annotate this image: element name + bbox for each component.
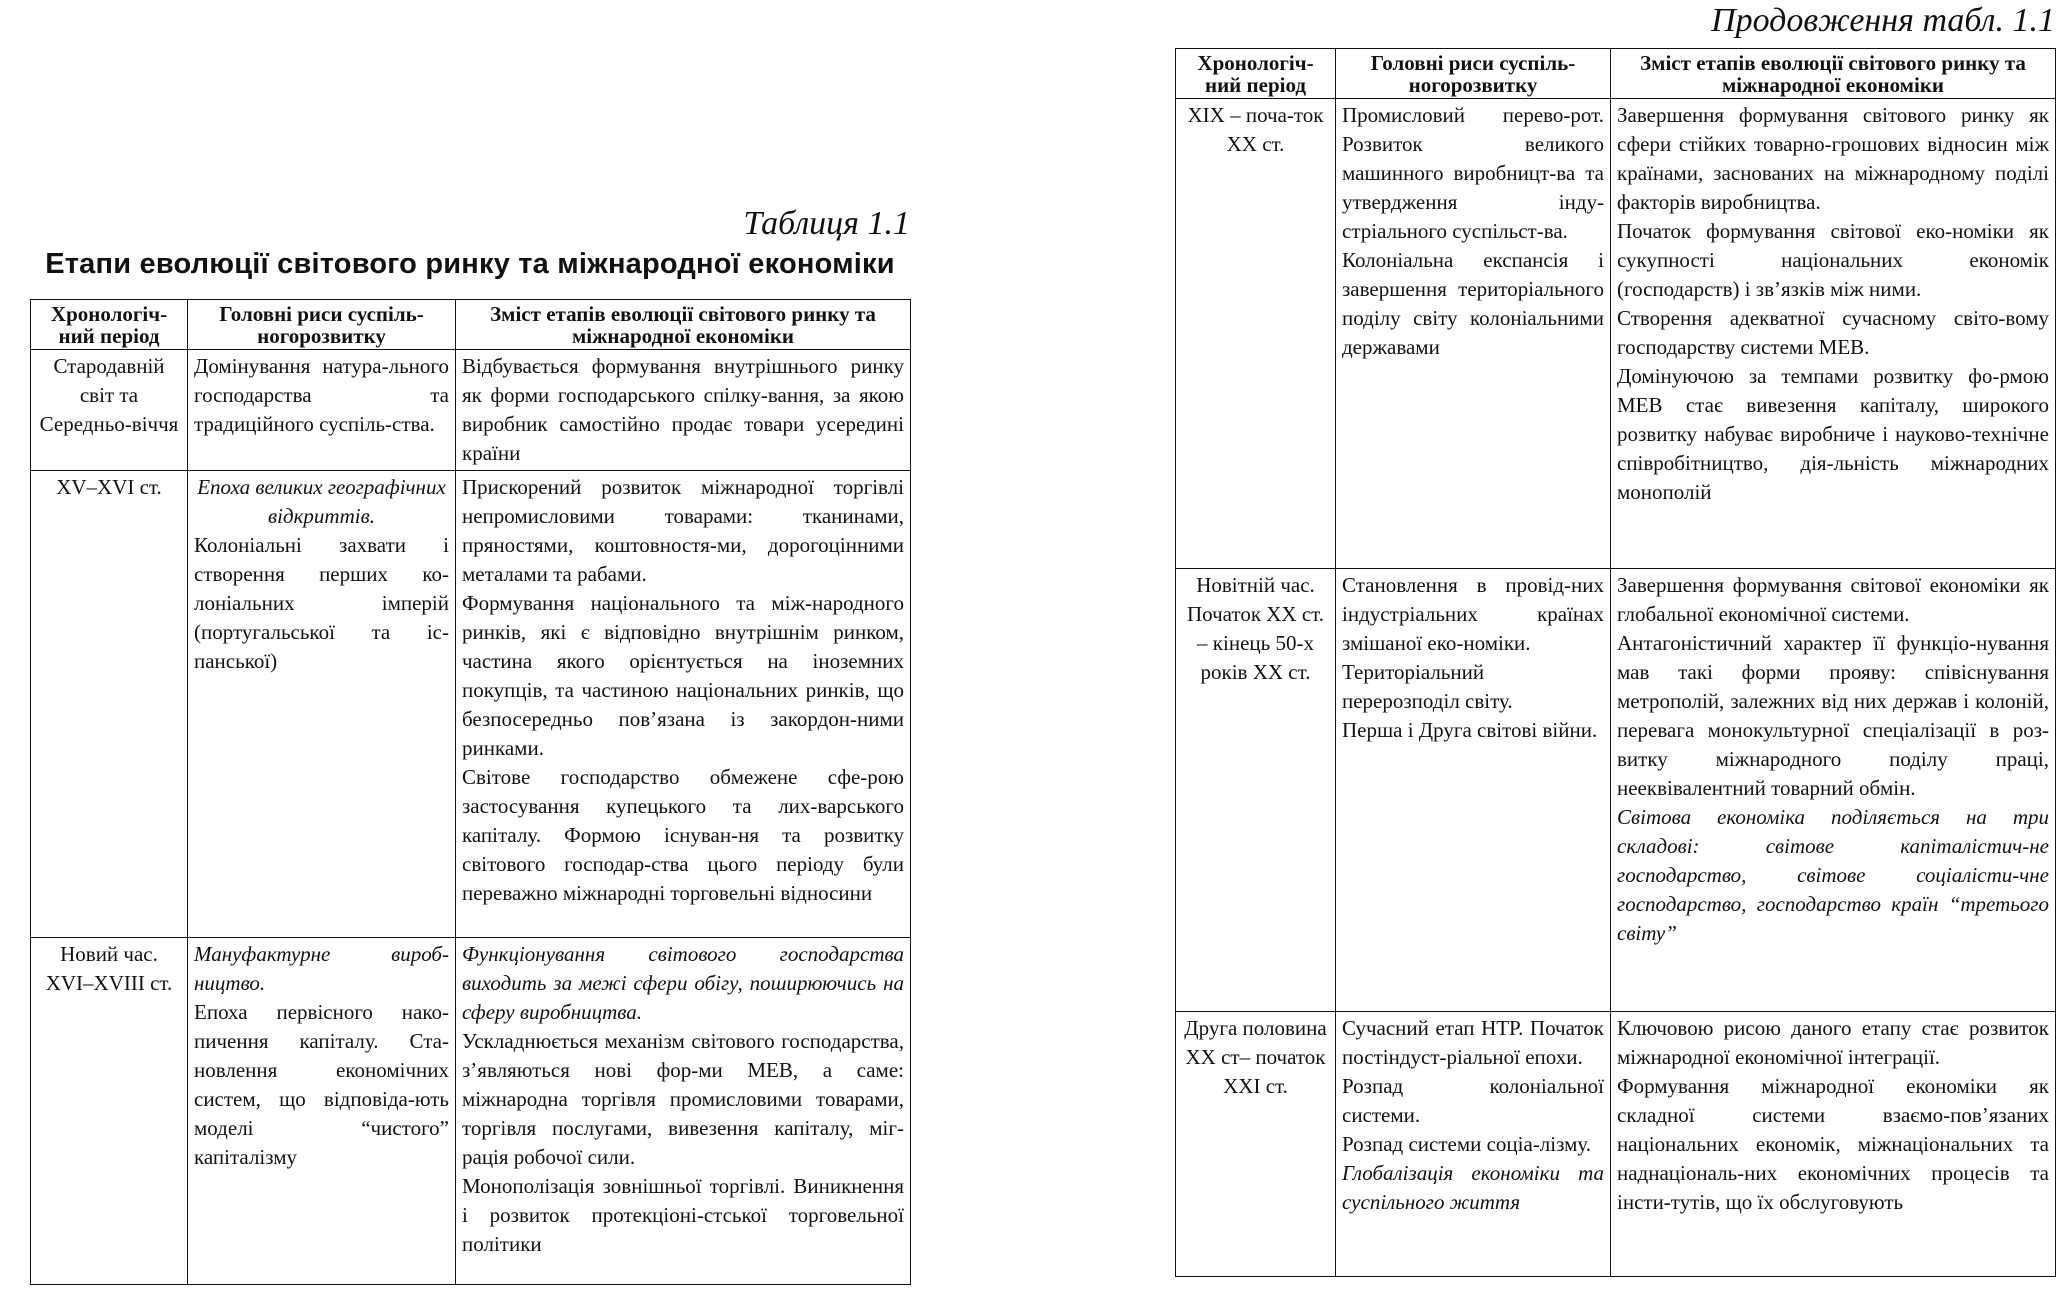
content-cell	[1611, 99, 2056, 569]
content-paragraph: Ключовою рисою даного етапу стає розвиток міжнародної економічної інтеграції.	[1617, 1016, 2049, 1070]
period-cell: Новітній час. Початок XX ст. – кінець 50-х років XX ст.	[1176, 569, 1336, 1012]
features-cell	[1336, 1012, 1611, 1277]
content-paragraph: Світова економіка поділяється на три складові: світове капіталістич-не господарство, світове соціалісти-чне господарство, господарство країн “третього світу”	[1617, 805, 2049, 946]
evolution-table	[30, 299, 911, 1285]
features-paragraph: Епоха первісного нако-пичення капіталу. Ста-новлення економічних систем, що відповіда-ють моделі “чистого” капіталізму	[194, 1000, 449, 1170]
table-row	[31, 471, 911, 938]
content-paragraph: Завершення формування світової економіки як глобальної економічної системи.	[1617, 573, 2049, 627]
content-paragraph: Світове господарство обмежене сфе-рою застосування купецького та лих-варського капіталу. Формою існуван-ня та розвитку світового господар-ства цього періоду були переважно міжнародні торговельні відносини	[462, 765, 904, 906]
content-paragraph: Прискорений розвиток міжнародної торгівлі непромисловими товарами: тканинами, пряностями, коштовностя-ми, дорогоцінними металами та рабами.	[462, 475, 904, 587]
content-paragraph: Домінуючою за темпами розвитку фо-рмою МЕВ стає вивезення капіталу, широкого розвитку набуває виробниче і науково-технічне співробітництво, дія-льність міжнародних монополій	[1617, 364, 2049, 505]
features-cell	[188, 938, 456, 1285]
content-paragraph: Функціонування світового господарства виходить за межі сфери обігу, поширюючись на сферу виробництва.	[462, 942, 904, 1025]
content-paragraph: Завершення формування світового ринку як сфери стійких товарно-грошових відносин між країнами, заснованих на міжнародному поділі факторів виробництва.	[1617, 103, 2049, 215]
table-row	[1176, 1012, 2056, 1277]
header-content: Зміст етапів еволюції світового ринку та міжнародної економіки	[1611, 49, 2056, 99]
features-paragraph: Перша і Друга світові війни.	[1342, 718, 1598, 743]
content-cell	[456, 938, 911, 1285]
table-row	[31, 350, 911, 471]
content-paragraph: Антагоністичний характер її функціо-нування мав такі форми прояву: співіснування метрополій, залежних від них держав і колоній, перевага монокультурної спеціалізації в роз-витку міжнародного поділу праці, нееквівалентний товарний обмін.	[1617, 631, 2049, 801]
content-cell	[456, 471, 911, 938]
table-row	[31, 938, 911, 1285]
features-paragraph: Домінування натура-льного господарства та традиційного суспіль-ства.	[194, 354, 449, 437]
table-row	[1176, 569, 2056, 1012]
features-paragraph: Розпад системи соціа-лізму.	[1342, 1132, 1592, 1157]
table-row	[1176, 99, 2056, 569]
left-page	[30, 205, 910, 1285]
features-cell	[188, 471, 456, 938]
header-features: Головні риси суспіль-ногорозвитку	[1336, 49, 1611, 99]
table-continuation-label: Продовження табл. 1.1	[1711, 2, 2055, 39]
evolution-table-continued	[1175, 48, 2056, 1277]
content-paragraph: Формування національного та між-народного ринків, які є відповідно внутрішнім ринком, частина якого орієнтується на іноземних покупців, та частиною національних ринків, що безпосередньо пов’язана із закордон-ними ринками.	[462, 591, 904, 761]
features-cell	[188, 350, 456, 471]
features-paragraph: Розпад колоніальної системи.	[1342, 1074, 1604, 1128]
features-cell	[1336, 569, 1611, 1012]
features-paragraph: Глобалізація економіки та суспільного життя	[1342, 1161, 1604, 1215]
table-header-row	[31, 300, 911, 350]
content-paragraph: Відбувається формування внутрішнього ринку як форми господарського спілку-вання, за якою виробник самостійно продає товари усередині країни	[462, 354, 904, 466]
content-paragraph: Формування міжнародної економіки як складної системи взаємо-пов’язаних національних економік, міжнаціональних та наднаціональ-них економічних процесів та інсти-тутів, що їх обслуговують	[1617, 1074, 2049, 1215]
header-features: Головні риси суспіль-ногорозвитку	[188, 300, 456, 350]
content-cell	[456, 350, 911, 471]
period-cell: Новий час. XVI–XVIII ст.	[31, 938, 188, 1285]
features-paragraph: Промисловий перево-рот. Розвиток великого машинного виробницт-ва та утвердження інду-стріального суспільст-ва.	[1342, 103, 1604, 244]
header-period: Хронологіч-ний період	[1176, 49, 1336, 99]
table-header-row	[1176, 49, 2056, 99]
features-paragraph: Епоха великих географічних відкриттів.	[197, 475, 446, 529]
content-cell	[1611, 1012, 2056, 1277]
features-paragraph: Становлення в провід-них індустріальних країнах змішаної еко-номіки.	[1342, 573, 1604, 656]
features-paragraph: Мануфактурне вироб-ництво.	[194, 942, 449, 996]
right-page	[1175, 0, 2055, 1277]
period-cell: XV–XVI ст.	[31, 471, 188, 938]
period-cell: XIX – поча-ток XX ст.	[1176, 99, 1336, 569]
period-cell: Стародавній світ та Середньо-віччя	[31, 350, 188, 471]
features-paragraph: Колоніальні захвати і створення перших ко-лоніальних імперій (португальської та іс-панської)	[194, 533, 449, 674]
content-paragraph: Ускладнюється механізм світового господарства, з’являються нові фор-ми МЕВ, а саме: міжнародна торгівля промисловими товарами, торгівля послугами, вивезення капіталу, міг-рація робочої сили.	[462, 1029, 904, 1170]
content-paragraph: Створення адекватної сучасному світо-вому господарству системи МЕВ.	[1617, 306, 2049, 360]
content-paragraph: Початок формування світової еко-номіки як сукупності національних економік (господарств) і зв’язків між ними.	[1617, 219, 2049, 302]
features-paragraph: Сучасний етап НТР. Початок постіндуст-ріальної епохи.	[1342, 1016, 1604, 1070]
features-paragraph: Колоніальна експансія і завершення територіального поділу світу колоніальними державами	[1342, 248, 1604, 360]
table-title: Етапи еволюції світового ринку та міжнародної економіки	[45, 248, 895, 281]
header-content: Зміст етапів еволюції світового ринку та міжнародної економіки	[456, 300, 911, 350]
features-cell	[1336, 99, 1611, 569]
features-paragraph: Територіальний перерозподіл світу.	[1342, 660, 1513, 714]
header-period: Хронологіч-ний період	[31, 300, 188, 350]
content-cell	[1611, 569, 2056, 1012]
content-paragraph: Монополізація зовнішньої торгівлі. Виникнення і розвиток протекціоні-стської торговельної політики	[462, 1174, 904, 1257]
period-cell: Друга половина XX ст– початок XXI ст.	[1176, 1012, 1336, 1277]
table-label: Таблиця 1.1	[743, 205, 910, 242]
